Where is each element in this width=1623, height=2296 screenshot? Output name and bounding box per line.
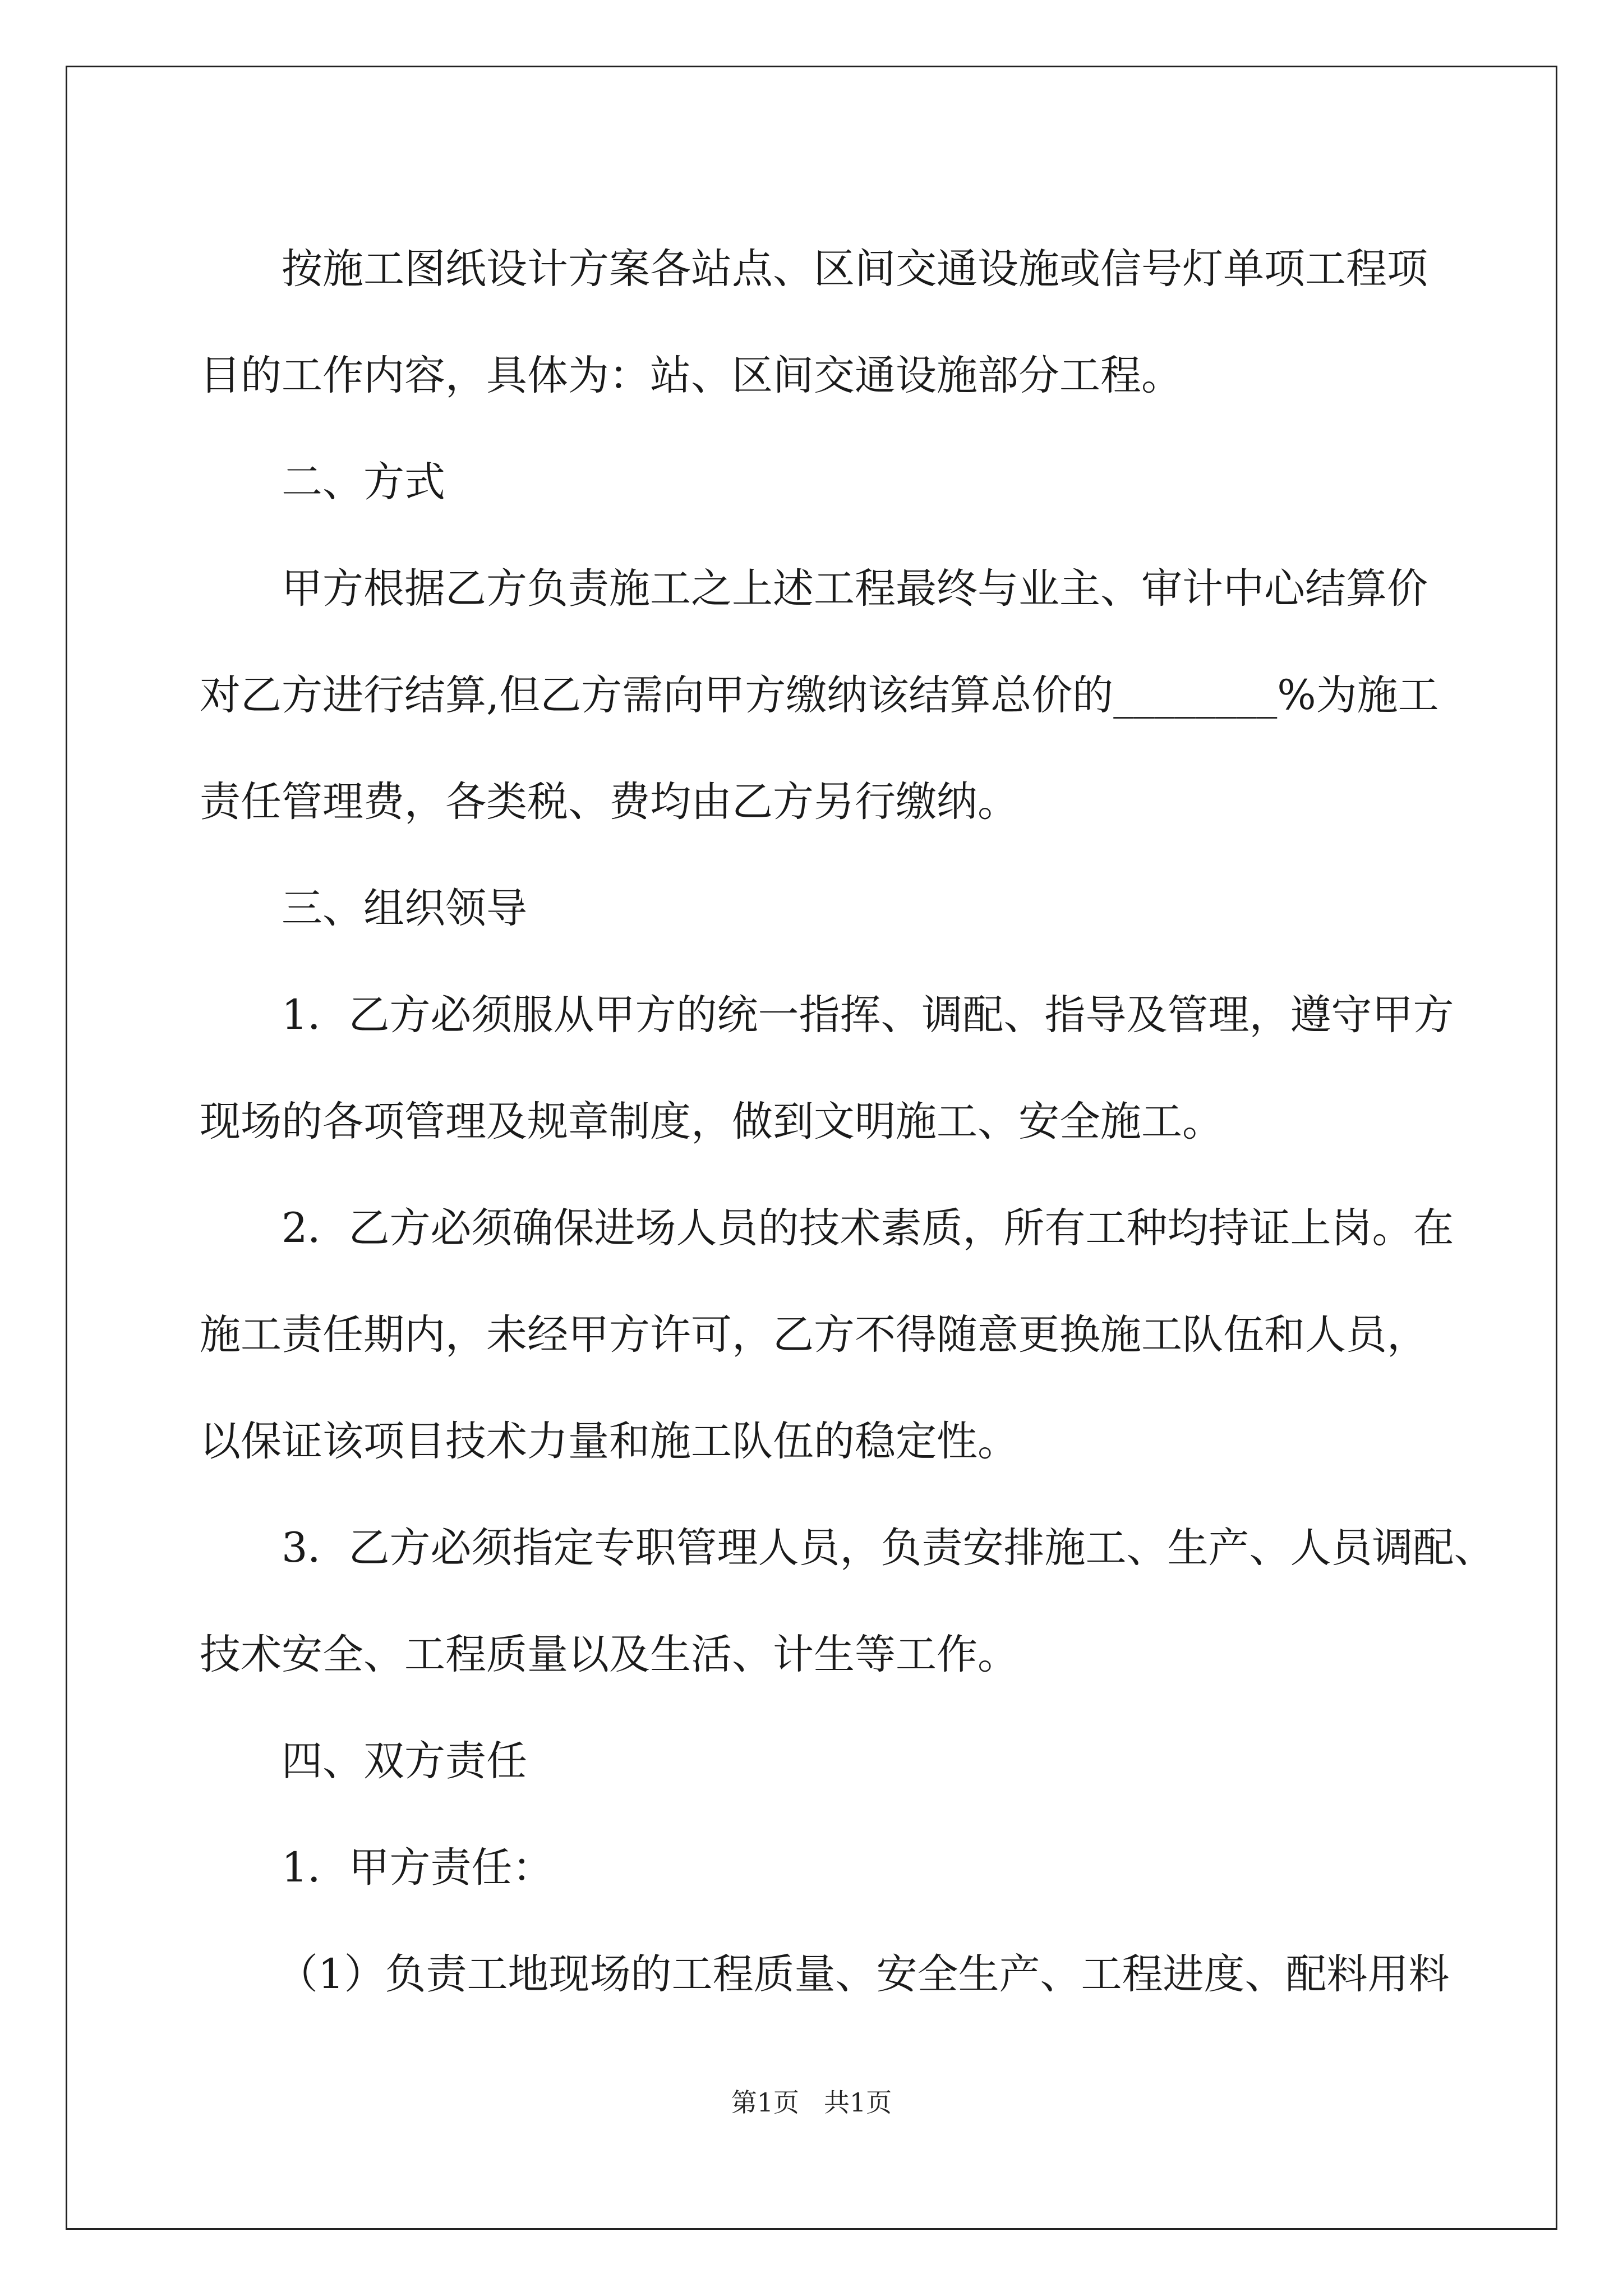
page-number-total: 共1页: [824, 2087, 892, 2118]
paragraph-line: 目的工作内容，具体为：站、区间交通设施部分工程。: [200, 352, 1182, 399]
paragraph-line: 甲方根据乙方负责施工之上述工程最终与业主、审计中心结算价: [282, 565, 1428, 613]
paragraph-line: 施工责任期内，未经甲方许可，乙方不得随意更换施工队伍和人员，: [200, 1311, 1428, 1359]
paragraph-line: 对乙方进行结算,但乙方需向甲方缴纳该结算总价的________%为施工: [200, 671, 1439, 719]
paragraph-line: 2．乙方必须确保进场人员的技术素质，所有工种均持证上岗。在: [282, 1204, 1454, 1252]
paragraph-line: 按施工图纸设计方案各站点、区间交通设施或信号灯单项工程项: [282, 245, 1428, 293]
paragraph-line: 以保证该项目技术力量和施工队伍的稳定性。: [200, 1418, 1018, 1465]
paragraph-line: 1．乙方必须服从甲方的统一指挥、调配、指导及管理，遵守甲方: [282, 991, 1454, 1039]
paragraph-line: （1）负责工地现场的工程质量、安全生产、工程进度、配料用料: [277, 1950, 1450, 1998]
page-footer: [0, 2082, 1623, 2119]
section-heading: 二、方式: [282, 458, 445, 506]
page-number-current: 第1页: [731, 2087, 799, 2118]
paragraph-line: 技术安全、工程质量以及生活、计生等工作。: [200, 1631, 1018, 1678]
section-heading: 三、组织领导: [282, 885, 527, 932]
section-heading: 四、双方责任: [282, 1737, 527, 1785]
document-body: [200, 216, 1495, 2028]
paragraph-line: 现场的各项管理及规章制度，做到文明施工、安全施工。: [200, 1098, 1223, 1145]
paragraph-line: 责任管理费，各类税、费均由乙方另行缴纳。: [200, 778, 1018, 826]
paragraph-line: 3．乙方必须指定专职管理人员，负责安排施工、生产、人员调配、: [282, 1524, 1495, 1572]
subsection-heading: 1．甲方责任：: [282, 1844, 554, 1892]
